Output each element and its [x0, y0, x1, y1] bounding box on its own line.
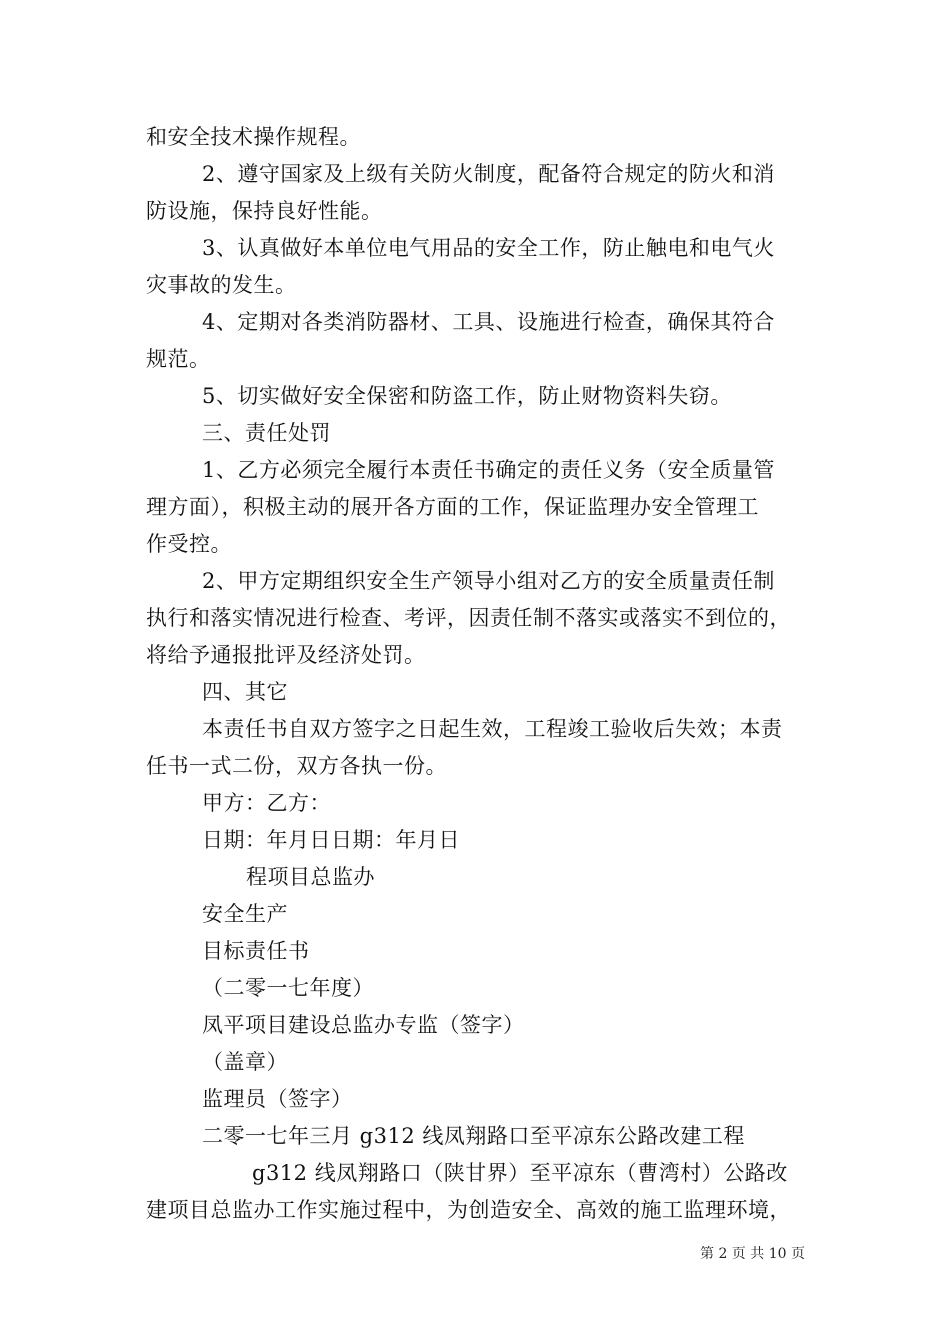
text-line: 作受控。 — [146, 532, 232, 556]
text-line: 防设施，保持良好性能。 — [146, 199, 383, 223]
text-line: 监理员（签字） — [202, 1087, 353, 1111]
text-line: 理方面），积极主动的展开各方面的工作，保证监理办安全管理工 — [146, 495, 759, 519]
text-line: 建项目总监办工作实施过程中，为创造安全、高效的施工监理环境， — [146, 1198, 791, 1222]
text-line: 程项目总监办 — [246, 865, 375, 889]
text-line: 任书一式二份，双方各执一份。 — [146, 754, 447, 778]
section-heading: 三、责任处罚 — [202, 421, 331, 445]
text-line: 将给予通报批评及经济处罚。 — [146, 643, 426, 667]
text-line: 5、切实做好安全保密和防盗工作，防止财物资料失窃。 — [202, 384, 732, 408]
text-line: g312 线凤翔路口（陕甘界）至平凉东（曹湾村）公路改 — [252, 1161, 788, 1185]
section-heading: 四、其它 — [202, 680, 288, 704]
text-line: 执行和落实情况进行检查、考评，因责任制不落实或落实不到位的， — [146, 606, 791, 630]
text-line: 规范。 — [146, 347, 211, 371]
text-line: 凤平项目建设总监办专监（签字） — [202, 1013, 525, 1037]
text-line: 和安全技术操作规程。 — [146, 125, 361, 149]
text-line: 4、定期对各类消防器材、工具、设施进行检查，确保其符合 — [202, 310, 775, 334]
text-line: 安全生产 — [202, 902, 288, 926]
text-line: 灾事故的发生。 — [146, 273, 297, 297]
signature-dates: 日期：年月日日期：年月日 — [202, 828, 460, 852]
text-line: 1、乙方必须完全履行本责任书确定的责任义务（安全质量管 — [202, 458, 775, 482]
page-number: 第 2 页 共 10 页 — [700, 1246, 805, 1262]
text-line: （盖章） — [202, 1050, 288, 1074]
text-line: 二零一七年三月 g312 线凤翔路口至平凉东公路改建工程 — [202, 1124, 745, 1148]
text-line: 目标责任书 — [202, 939, 310, 963]
text-line: 3、认真做好本单位电气用品的安全工作，防止触电和电气火 — [202, 236, 775, 260]
text-line: 2、甲方定期组织安全生产领导小组对乙方的安全质量责任制 — [202, 569, 775, 593]
text-line: 本责任书自双方签字之日起生效，工程竣工验收后失效；本责 — [202, 717, 783, 741]
text-line: 2、遵守国家及上级有关防火制度，配备符合规定的防火和消 — [202, 162, 775, 186]
text-line: （二零一七年度） — [202, 976, 374, 1000]
signature-parties: 甲方：乙方： — [202, 791, 331, 815]
